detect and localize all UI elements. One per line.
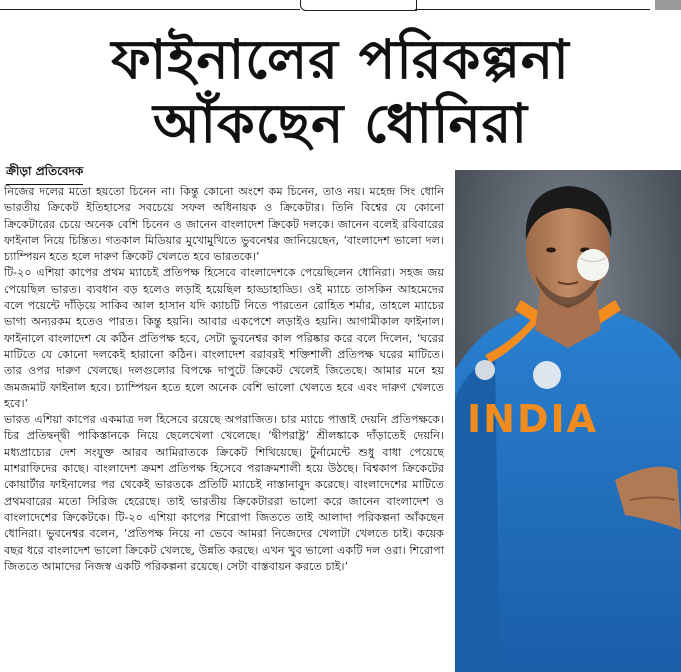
article-paragraph-1: নিজের দলের মতো হয়তো চিনেন না। কিন্তু কোনো অংশে কম চিনেন, তাও নয়। মহেন্দ্র সিং ধোনি ভারতীয় ক্রিকেট ইতিহাসের সবচেয়ে সফল অধিনায়ক ও ক্রিকেটার। তিনি বিশ্বের যে কোনো ক্রিকেটারের চেয়ে অনেক বেশি চিনেন ও জানেন বাংলাদেশ ক্রিকেট দলকে। জানেন বলেই রবিবারের ফাইনাল নিয়ে চিন্তিত। গতকাল মিডিয়ার মুখোমুখিতে ভুবনেশ্বর জানিয়েছেন, ‘বাংলাদেশ ভালো দল। চ্যাম্পিয়ন হতে হলে দারুণ ক্রিকেট খেলতে হবে ভারতকে।’ — [4, 185, 444, 264]
article-paragraph-3: ভারত এশিয়া কাপের একমাত্র দল হিসেবে রয়েছে অপরাজিত। চার ম্যাচে পাত্তাই দেয়নি প্রতিপক্ষকে। চির প্রতিদ্বন্দ্বী পাকিস্তানকে নিয়ে ছেলেখেলা খেলেছে। ‘দ্বীপরাষ্ট্র’ শ্রীলঙ্কাকে দাঁড়াতেই দেয়নি। মধ্যপ্রাচ্যের দেশ সংযুক্ত আরব আমিরাতকে ক্রিকেট শিখিয়েছে। টুর্নামেন্টে শুধু বাধা পেয়েছে মাশরাফিদের কাছে। বাংলাদেশ ক্রমশ প্রতিপক্ষ হিসেবে পরাক্রমশালী হয়ে উঠছে। বিশ্বকাপ ক্রিকেটের কোয়ার্টার ফাইনালের পর থেকেই ভারতকে প্রতিটি ম্যাচেই নাস্তানাবুদ করেছে। বাংলাদেশের মাটিতে প্রথমবারের মতো সিরিজ হেরেছে। তাই ভারতীয় ক্রিকেটাররা ভালো করে জানেন বাংলাদেশ ও বাংলাদেশের ক্রিকেটকে। টি-২০ এশিয়া কাপের শিরোপা জিততে তাই আলাদা পরিকল্পনা আঁকছেন ধোনিরা। ভুবনেশ্বর বলেন, ‘প্রতিপক্ষ নিয়ে না ভেবে আমরা নিজেদের খেলাটা খেলতে চাই। কয়েক বছর ধরে বাংলাদেশ ভালো ক্রিকেট খেলছে, উন্নতি করছে। এখন খুব ভালো একটি দল ওরা। শিরোপা জিততে আমাদের নিজস্ব একটি পরিকল্পনা রয়েছে। সেটা বাস্তবায়ন করতে চাই।’ — [4, 413, 444, 573]
left-eye — [546, 248, 556, 253]
player-photo-illustration — [455, 170, 681, 672]
article-paragraph-2: টি-২০ এশিয়া কাপের প্রথম ম্যাচেই প্রতিপক্ষ হিসেবে বাংলাদেশকে পেয়েছিলেন ধোনিরা। সহজ জয় পেয়েছিল ভারত। ব্যবধান বড় হলেও লড়াই হয়েছিল হাড্ডাহাড্ডি। ওই ম্যাচে তাসকিন আহমেদের বলে পয়েন্টে দাঁড়িয়ে সাকিব আল হাসান যদি ক্যাচটি নিতে পারতেন রোহিত শর্মার, তাহলে ম্যাচের ভাগ্য অন্যরকম হতেও পারত। কিন্তু হয়নি। আবার একপেশে লড়াইও হয়নি। আগামীকাল ফাইনাল। ফাইনালে বাংলাদেশ যে কঠিন প্রতিপক্ষ হবে, সেটা ভুবনেশ্বর কাল পরিষ্কার করে বলে দিলেন, ‘ঘরের মাটিতে যে কোনো দলকেই হারানো কঠিন। বাংলাদেশ বরাবরই শক্তিশালী প্রতিপক্ষ ঘরের মাটিতে। তার ওপর দারুণ খেলছে। দলগুলোর বিপক্ষে দাপুটে ক্রিকেট খেলেই জিতেছে। আমার মনে হয় জমজমাট ফাইনাল হবে। চ্যাম্পিয়ন হতে হলে অনেক বেশি ভালো খেলতে হবে এবং দারুণ খেলতে হবে।’ — [4, 266, 444, 410]
jersey-text: INDIA — [467, 397, 599, 441]
byline: ক্রীড়া প্রতিবেদক — [6, 163, 83, 185]
headline-line-1: ফাইনালের পরিকল্পনা — [111, 28, 570, 91]
rule-line-left — [0, 9, 300, 10]
masthead-rule — [0, 0, 681, 22]
headline-line-2: আঁকছেন ধোনিরা — [152, 92, 529, 155]
cricket-ball — [577, 249, 609, 281]
player-photo — [455, 170, 681, 672]
crest-right — [533, 361, 561, 389]
corner-block — [655, 0, 681, 10]
crest-left — [475, 360, 495, 380]
rule-line-right — [415, 9, 650, 10]
article-body — [4, 184, 444, 672]
rule-box — [300, 0, 417, 11]
